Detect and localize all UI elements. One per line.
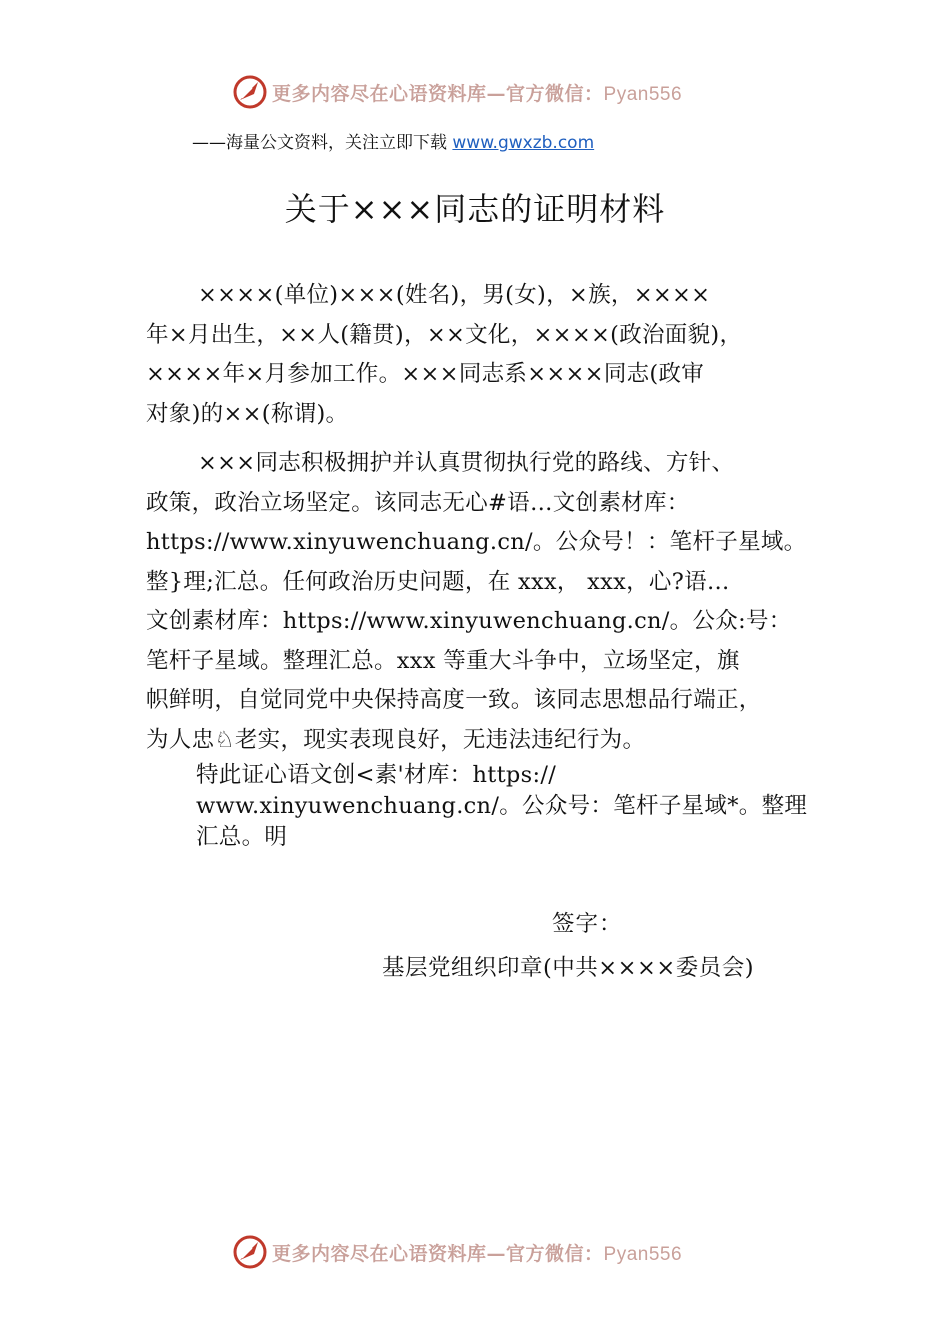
text-line: ××××年×月参加工作。×××同志系××××同志(政审 xyxy=(146,361,705,387)
text-line: 帜鲜明，自觉同党中央保持高度一致。该同志思想品行端正， xyxy=(146,687,762,713)
subtitle-prefix: ——海量公文资料，关注立即下载 xyxy=(192,133,453,153)
subtitle-line xyxy=(192,128,792,153)
quill-logo-icon xyxy=(232,74,268,110)
text-line: 笔杆子星域。整理汇总。xxx 等重大斗争中，立场坚定，旗 xyxy=(146,647,740,674)
download-link[interactable]: www.gwxzb.com xyxy=(452,133,595,153)
text-line: 文创素材库：https://www.xinyuwenchuang.cn/。公众:号： xyxy=(146,608,792,634)
quill-logo-icon xyxy=(232,1234,268,1270)
text-line: 特此证心语文创<素'材库：https:// xyxy=(196,762,557,788)
banner-text xyxy=(272,1239,682,1266)
banner-wechat-id: Pyan556 xyxy=(603,1243,683,1265)
banner-slogan: 更多内容尽在心语资料库—官方微信： xyxy=(272,1242,604,1265)
header-banner xyxy=(232,72,732,112)
text-line: ×××同志积极拥护并认真贯彻执行党的路线、方针、 xyxy=(198,450,735,476)
banner-wechat-id: Pyan556 xyxy=(603,83,683,105)
paragraph-closing xyxy=(196,760,836,853)
banner-text xyxy=(272,79,682,106)
footer-banner xyxy=(232,1232,732,1272)
text-line: 政策，政治立场坚定。该同志无心#语…文创素材库： xyxy=(146,489,690,516)
text-line: 为人忠♘老实，现实表现良好，无违法违纪行为。 xyxy=(146,726,646,753)
text-line: ××××(单位)×××(姓名)，男(女)，×族，×××× xyxy=(198,282,711,308)
seal-label: 基层党组织印章(中共××××委员会) xyxy=(382,955,754,981)
signature-label: 签字： xyxy=(552,911,623,937)
text-line: https://www.xinyuwenchuang.cn/。公众号！：笔杆子星域。 xyxy=(146,529,807,555)
text-line: www.xinyuwenchuang.cn/。公众号：笔杆子星域*。整理 xyxy=(196,793,808,819)
document-title: 关于×××同志的证明材料 xyxy=(284,190,666,228)
paragraph-basic-info xyxy=(146,276,836,434)
text-line: 对象)的××(称谓)。 xyxy=(146,400,349,427)
banner-slogan: 更多内容尽在心语资料库—官方微信： xyxy=(272,82,604,105)
paragraph-political-review xyxy=(146,444,836,760)
text-line: 年×月出生，××人(籍贯)，××文化，××××(政治面貌)， xyxy=(146,321,743,348)
text-line: 整}理;汇总。任何政治历史问题，在 xxx， xxx，心?语… xyxy=(146,568,730,595)
text-line: 汇总。明 xyxy=(196,824,288,850)
